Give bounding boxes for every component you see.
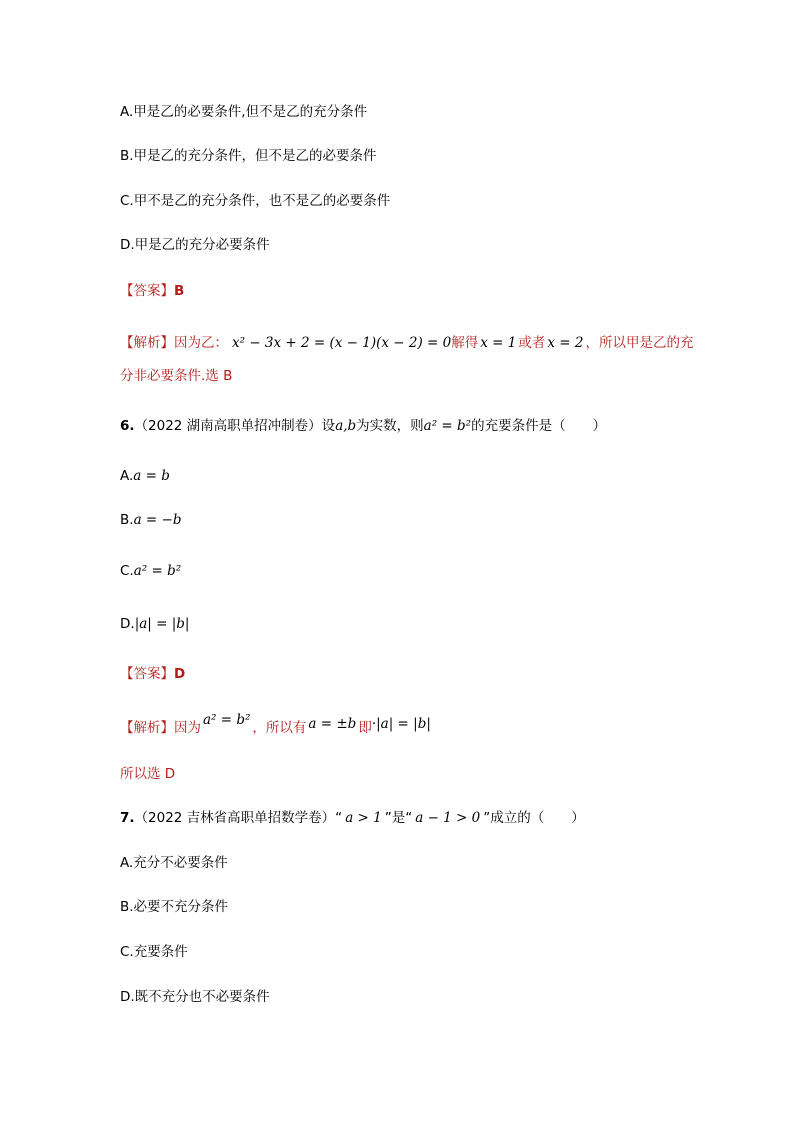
- question-number: 7.: [120, 810, 135, 826]
- q6-option-d: [120, 614, 189, 634]
- analysis-equation: x² − 3x + 2 = (x − 1)(x − 2) = 0: [232, 335, 452, 351]
- q7-option-d: D.既不充分也不必要条件: [120, 989, 270, 1005]
- q7-option-c: C.充要条件: [120, 944, 188, 960]
- question-number: 6.: [120, 418, 135, 434]
- question-math: a² = b²: [423, 418, 472, 434]
- option-math: a = b: [133, 468, 170, 484]
- analysis-text: 解得: [451, 335, 479, 351]
- q6-option-c: [120, 561, 181, 581]
- option-math: |a| = |b|: [134, 616, 190, 632]
- option-label: B.: [120, 512, 134, 528]
- analysis-equation: a = ±b: [308, 716, 357, 732]
- option-math: a² = b²: [133, 563, 182, 579]
- analysis-text: 因为: [174, 720, 201, 736]
- q5-analysis-line2: 分非必要条件.选 B: [120, 368, 233, 384]
- q5-analysis-line1: [120, 333, 693, 353]
- analysis-label: 【解析】: [120, 720, 174, 736]
- q7-option-b: B.必要不充分条件: [120, 899, 229, 915]
- question-text: ”是“: [384, 810, 413, 826]
- option-label: D.: [120, 616, 135, 632]
- analysis-text: ，所以有: [252, 720, 307, 736]
- q6-option-a: [120, 466, 170, 486]
- question-math: a > 1: [345, 810, 382, 826]
- q6-stem: [120, 416, 606, 436]
- analysis-equation: x = 2: [547, 335, 584, 351]
- q6-option-b: [120, 510, 181, 530]
- q5-option-a: A.甲是乙的必要条件,但不是乙的充分条件: [120, 104, 368, 120]
- analysis-equation: a² = b²: [203, 712, 251, 728]
- q5-option-b: B.甲是乙的充分条件，但不是乙的必要条件: [120, 148, 377, 164]
- question-text: 为实数，则: [356, 418, 424, 434]
- analysis-text: 即: [358, 720, 372, 736]
- question-text: ”成立的（ ）: [483, 810, 585, 826]
- option-math: a = −b: [133, 512, 182, 528]
- analysis-text: 因为乙：: [174, 335, 228, 351]
- analysis-text: ，所以甲是乙的充: [585, 335, 694, 351]
- question-math: a − 1 > 0: [415, 810, 481, 826]
- answer-label: 【答案】: [120, 666, 174, 682]
- q6-answer: [120, 664, 185, 684]
- answer-value: B: [174, 283, 185, 299]
- analysis-equation: x = 1: [480, 335, 517, 351]
- q5-answer: [120, 281, 184, 301]
- question-math: a,b: [335, 418, 357, 434]
- analysis-label: 【解析】: [120, 335, 174, 351]
- question-text: 的充要条件是（ ）: [471, 418, 607, 434]
- analysis-equation: ·|a| = |b|: [371, 716, 431, 732]
- q7-stem: [120, 808, 585, 828]
- q7-option-a: A.充分不必要条件: [120, 855, 228, 871]
- option-label: C.: [120, 563, 134, 579]
- q6-conclusion: 所以选 D: [120, 766, 176, 782]
- analysis-text: 或者: [518, 335, 546, 351]
- q6-analysis: [120, 712, 431, 738]
- answer-value: D: [174, 666, 186, 682]
- question-text: （2022 吉林省高职单招数学卷）“: [134, 810, 343, 826]
- answer-label: 【答案】: [120, 283, 174, 299]
- question-text: （2022 湖南高职单招冲制卷）设: [134, 418, 336, 434]
- q5-option-d: D.甲是乙的充分必要条件: [120, 237, 270, 253]
- option-label: A.: [120, 468, 134, 484]
- q5-option-c: C.甲不是乙的充分条件，也不是乙的必要条件: [120, 193, 391, 209]
